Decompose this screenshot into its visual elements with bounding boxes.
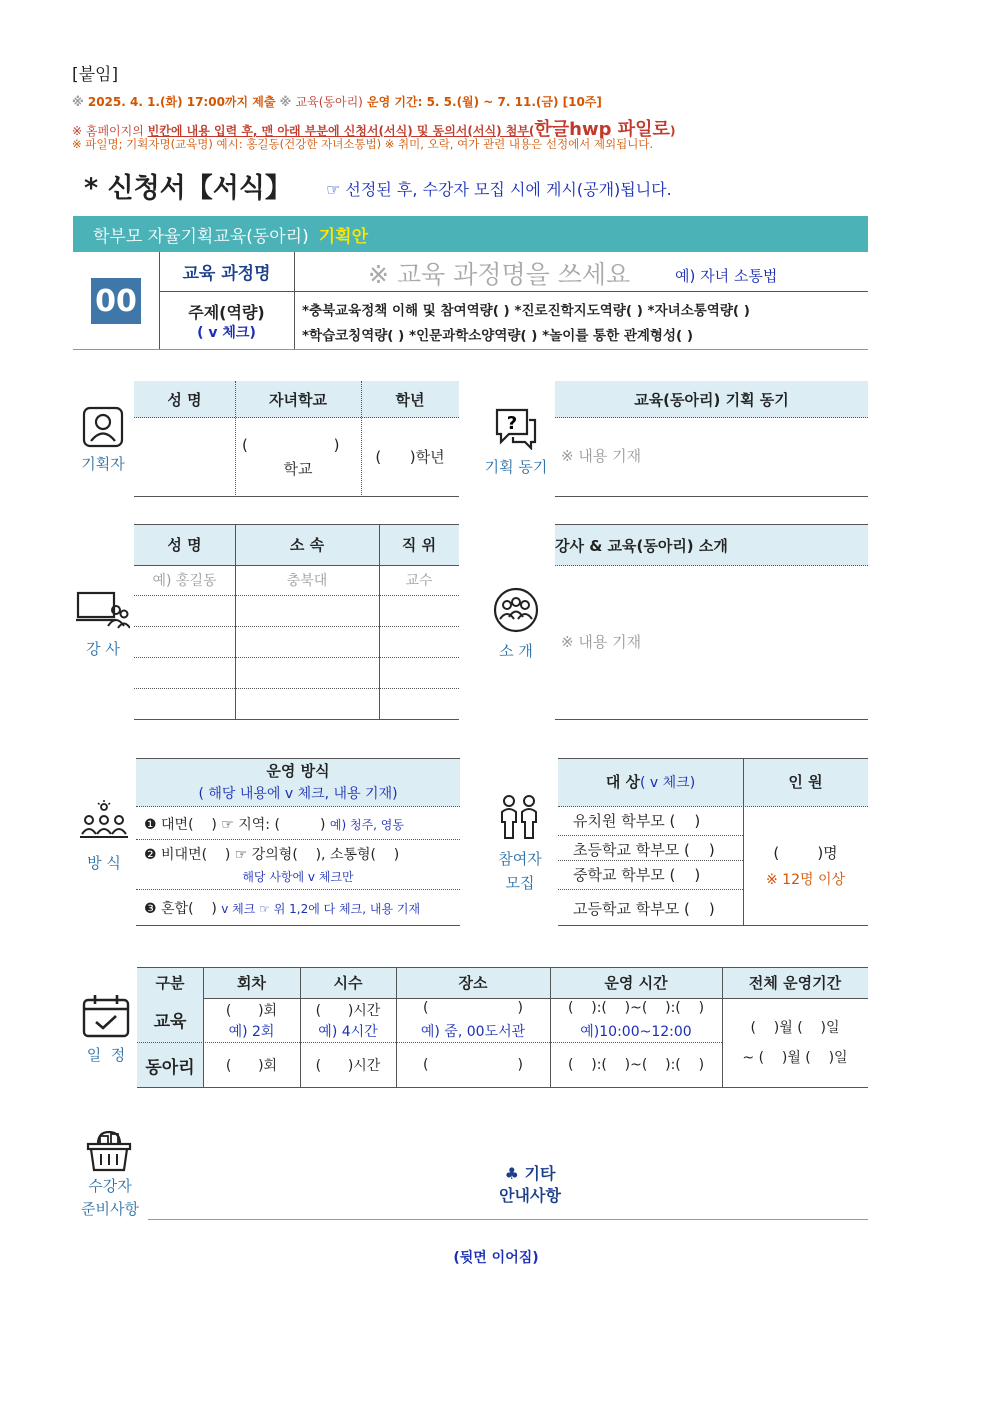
motive-header: 교육(동아리) 기획 동기 [555,381,868,418]
method-option-hybrid[interactable]: ❸ 혼합( ) v 체크 ☞ 위 1,2에 다 체크, 내용 기재 [144,901,421,917]
schedule-header-period: 전체 운영기간 [748,973,842,992]
edu-time-example: 예)10:00~12:00 [580,1024,692,1040]
period-end-input[interactable]: ~ ( )월 ( )일 [742,1050,848,1066]
count-input[interactable]: ( )명 [773,844,838,862]
intro-label: 소 개 [499,642,533,660]
motive-box [555,381,868,497]
recruit-table [558,758,868,926]
notice-line-2: ※ 홈페이지의 빈칸에 내용 입력 후, 맨 아래 부분에 신청서(서식) 및 동의서(서식) 첨부(한글hwp 파일로) [72,119,676,140]
planner-header-grade: 학년 [395,390,425,409]
method-subheader: ( 해당 내용에 v 체크, 내용 기재) [198,786,398,802]
continue-note: (뒷면 이어짐) [453,1250,539,1266]
calendar-check-icon [82,994,130,1038]
theme-label: 주제(역량) [188,303,265,322]
edu-session-example: 예) 2회 [228,1024,275,1040]
question-bubble-icon [493,406,539,450]
method-option-face[interactable]: ❶ 대면( ) ☞ 지역: ( ) 예) 청주, 영동 [144,817,404,833]
planner-header-school: 자녀학교 [269,390,327,409]
course-block [73,252,868,350]
method-label: 방 식 [87,854,121,872]
target-middle[interactable]: 중학교 학부모 ( ) [573,866,701,884]
attachment-label: [붙임] [72,65,119,85]
intro-placeholder[interactable]: ※ 내용 기재 [561,633,642,651]
basket-icon [86,1130,132,1172]
school-input[interactable]: ( ) [242,436,340,454]
group-people-icon [493,587,539,633]
course-number-badge: 00 [91,278,141,324]
schedule-row-club: 동아리 [145,1057,195,1078]
motive-label: 기획 동기 [484,458,548,476]
method-option-online-note: 해당 사항에 v 체크만 [242,870,354,884]
edu-place-example: 예) 줌, 00도서관 [420,1024,526,1040]
user-icon [82,406,124,448]
theme-sub: ( v 체크) [197,325,256,341]
prep-divider [148,1219,868,1220]
instructor-header-position: 직 위 [401,535,437,554]
period-start-input[interactable]: ( )월 ( )일 [750,1020,840,1036]
edu-place-input[interactable]: ( ) [423,1000,523,1016]
prep-label-1: 수강자 [88,1177,132,1195]
schedule-header-hours: 시수 [333,973,363,992]
method-header: 운영 방식 [266,762,330,780]
count-header: 인 원 [788,773,823,791]
instructor-label: 강 사 [86,640,120,658]
schedule-header-time: 운영 시간 [604,973,668,992]
method-option-online[interactable]: ❷ 비대면( ) ☞ 강의형( ), 소통형( ) [144,847,400,863]
method-table [136,758,460,926]
schedule-header-type: 구분 [155,973,185,992]
grade-input[interactable]: ( )학년 [375,448,445,466]
recruit-label-2: 모집 [505,874,535,892]
planner-header-name: 성 명 [167,390,202,409]
schedule-label: 일 정 [86,1046,126,1064]
club-hours-input[interactable]: ( )시간 [315,1058,381,1074]
instructor-table [134,524,459,720]
planner-table [134,381,459,497]
notice-line-3: ※ 파일명; 기획자명(교육명) 예시: 홍길동(건강한 자녀소통법) ※ 취미, 오락, 여가 관련 내용은 선정에서 제외됩니다. [72,137,654,151]
instructor-header-org: 소 속 [289,535,325,554]
edu-time-input[interactable]: ( ):( )~( ):( ) [567,1000,705,1016]
course-name-label: 교육 과정명 [182,264,271,284]
svg-text:?: ? [506,413,518,434]
theme-options-2[interactable]: *학습코칭역량( ) *인문과학소양역량( ) *놀이를 통한 관계형성( ) [302,328,694,344]
target-elementary[interactable]: 초등학교 학부모 ( ) [573,841,715,859]
recruit-label-1: 참여자 [498,850,542,868]
count-note: ※ 12명 이상 [765,872,846,888]
page-title: * 신청서【서식】 [84,173,292,204]
instructor-header-name: 성 명 [167,535,202,554]
club-time-input[interactable]: ( ):( )~( ):( ) [567,1057,705,1073]
prep-label-2: 준비사항 [81,1200,139,1218]
club-place-input[interactable]: ( ) [423,1057,523,1073]
participants-icon [497,794,541,840]
edu-hours-example: 예) 4시간 [318,1024,378,1040]
etc-subtitle: 안내사항 [499,1186,561,1205]
course-name-example: 예) 자녀 소통법 [675,267,778,285]
meeting-idea-icon [80,800,128,844]
target-header: 대 상 ( v 체크) [605,773,696,791]
instructor-example-name: 예) 홍길동 [152,572,217,589]
course-name-placeholder[interactable]: ※ 교육 과정명을 쓰세요 [368,260,631,289]
target-high[interactable]: 고등학교 학부모 ( ) [573,900,715,918]
notice-line-1: ※ 2025. 4. 1.(화) 17:00까지 제출 ※ 교육(동아리) 운영 기간: 5. 5.(월) ~ 7. 11.(금) [10주] [72,95,602,109]
theme-options-1[interactable]: *충북교육정책 이해 및 참여역량( ) *진로진학지도역량( ) *자녀소통역량( ) [302,303,750,319]
instructor-example-org: 충북대 [286,572,328,589]
instructor-example-position: 교수 [405,572,433,589]
schedule-row-edu: 교육 [153,1012,187,1032]
school-suffix: 학교 [283,460,313,478]
intro-box [555,524,868,720]
schedule-header-place: 장소 [458,973,488,992]
planner-label: 기획자 [81,455,125,473]
edu-session-input[interactable]: ( )회 [225,1003,278,1019]
banner: 학부모 자율기획교육(동아리) 기획안 [73,216,868,252]
etc-title: ♣ 기타 [504,1164,556,1183]
target-kindergarten[interactable]: 유치원 학부모 ( ) [573,812,701,830]
title-note: ☞ 선정된 후, 수강자 모집 시에 게시(공개)됩니다. [326,180,672,199]
edu-hours-input[interactable]: ( )시간 [315,1003,381,1019]
intro-header: 강사 & 교육(동아리) 소개 [555,524,868,566]
club-session-input[interactable]: ( )회 [225,1058,278,1074]
schedule-header-session: 회차 [237,973,266,992]
lecture-board-icon [76,590,130,630]
motive-placeholder[interactable]: ※ 내용 기재 [561,447,642,465]
schedule-table [137,967,868,1088]
